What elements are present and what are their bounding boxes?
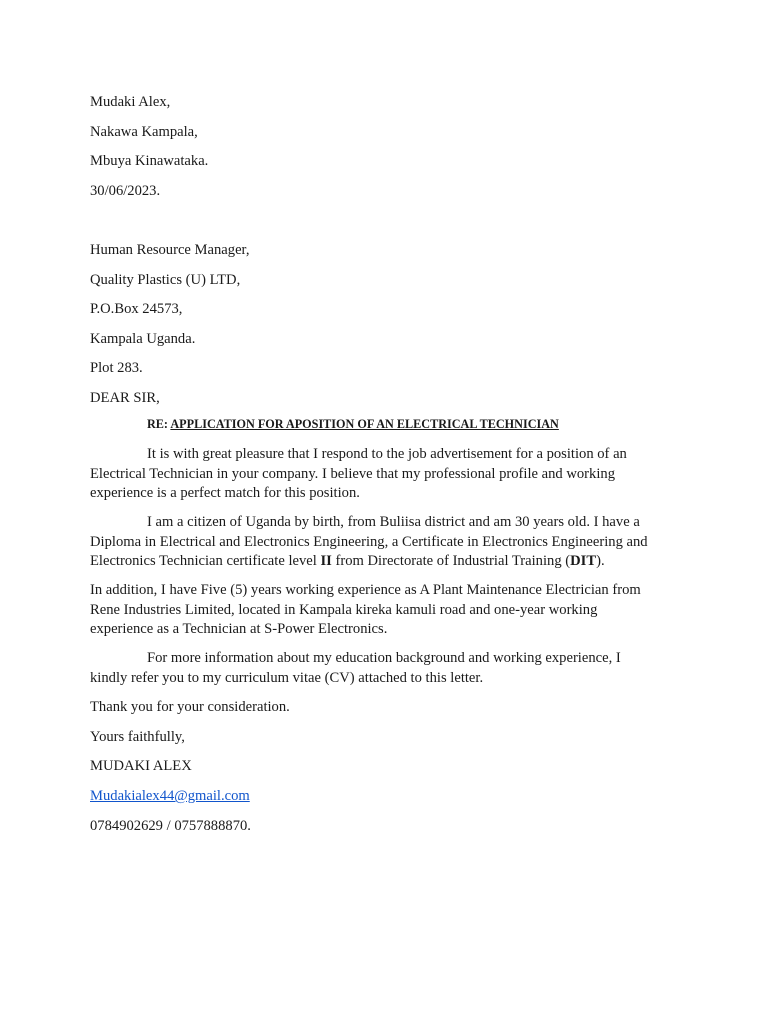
- recipient-plot: Plot 283.: [90, 360, 143, 376]
- closing-paren: ).: [596, 553, 605, 569]
- body-paragraph-4: [90, 649, 680, 688]
- recipient-title: Human Resource Manager,: [90, 242, 250, 258]
- paragraph-line: Electrical Technician in your company. I believe that my professional profile and working: [90, 465, 615, 482]
- sender-address-line2: Mbuya Kinawataka.: [90, 153, 209, 169]
- paragraph-line: I am a citizen of Uganda by birth, from Buliisa district and am 30 years old. I have a: [147, 514, 640, 530]
- paragraph-line: For more information about my education background and working experience, I: [147, 650, 621, 666]
- paragraph-line: [90, 552, 680, 572]
- subject-prefix: RE:: [147, 417, 171, 431]
- subject-text: APPLICATION FOR APOSITION OF AN ELECTRICAL TECHNICIAN: [170, 417, 559, 431]
- certificate-level: II: [320, 553, 332, 569]
- sender-name: Mudaki Alex,: [90, 94, 171, 110]
- signature-name: MUDAKI ALEX: [90, 758, 192, 774]
- body-paragraph-3: [90, 581, 680, 640]
- sender-address-line1: Nakawa Kampala,: [90, 124, 198, 140]
- email-line: [90, 787, 250, 805]
- recipient-po-box: P.O.Box 24573,: [90, 301, 183, 317]
- directorate-text: from Directorate of Industrial Training (: [331, 553, 571, 569]
- paragraph-line: experience is a perfect match for this position.: [90, 485, 360, 501]
- directorate-abbreviation: DIT: [570, 553, 597, 569]
- paragraph-line: Diploma in Electrical and Electronics Engineering, a Certificate in Electronics Engineering and: [90, 533, 648, 550]
- body-paragraph-1: [90, 445, 680, 504]
- paragraph-line: In addition, I have Five (5) years working experience as A Plant Maintenance Electrician from: [90, 582, 641, 598]
- body-paragraph-2: [90, 513, 680, 572]
- paragraph-line: It is with great pleasure that I respond to the job advertisement for a position of an: [147, 446, 627, 462]
- sign-off: Yours faithfully,: [90, 729, 185, 745]
- letter-date: 30/06/2023.: [90, 183, 161, 199]
- thanks-line: Thank you for your consideration.: [90, 699, 290, 715]
- recipient-company: Quality Plastics (U) LTD,: [90, 272, 241, 288]
- subject-line: [147, 417, 559, 432]
- salutation: DEAR SIR,: [90, 390, 160, 406]
- recipient-city: Kampala Uganda.: [90, 331, 196, 347]
- paragraph-line: experience as a Technician at S-Power Electronics.: [90, 621, 388, 637]
- paragraph-line: kindly refer you to my curriculum vitae (CV) attached to this letter.: [90, 669, 484, 686]
- phone-numbers: 0784902629 / 0757888870.: [90, 818, 251, 834]
- email-link[interactable]: Mudakialex44@gmail.com: [90, 788, 250, 804]
- paragraph-line: Rene Industries Limited, located in Kampala kireka kamuli road and one-year working: [90, 601, 598, 618]
- certificate-text: Electronics Technician certificate level: [90, 553, 321, 569]
